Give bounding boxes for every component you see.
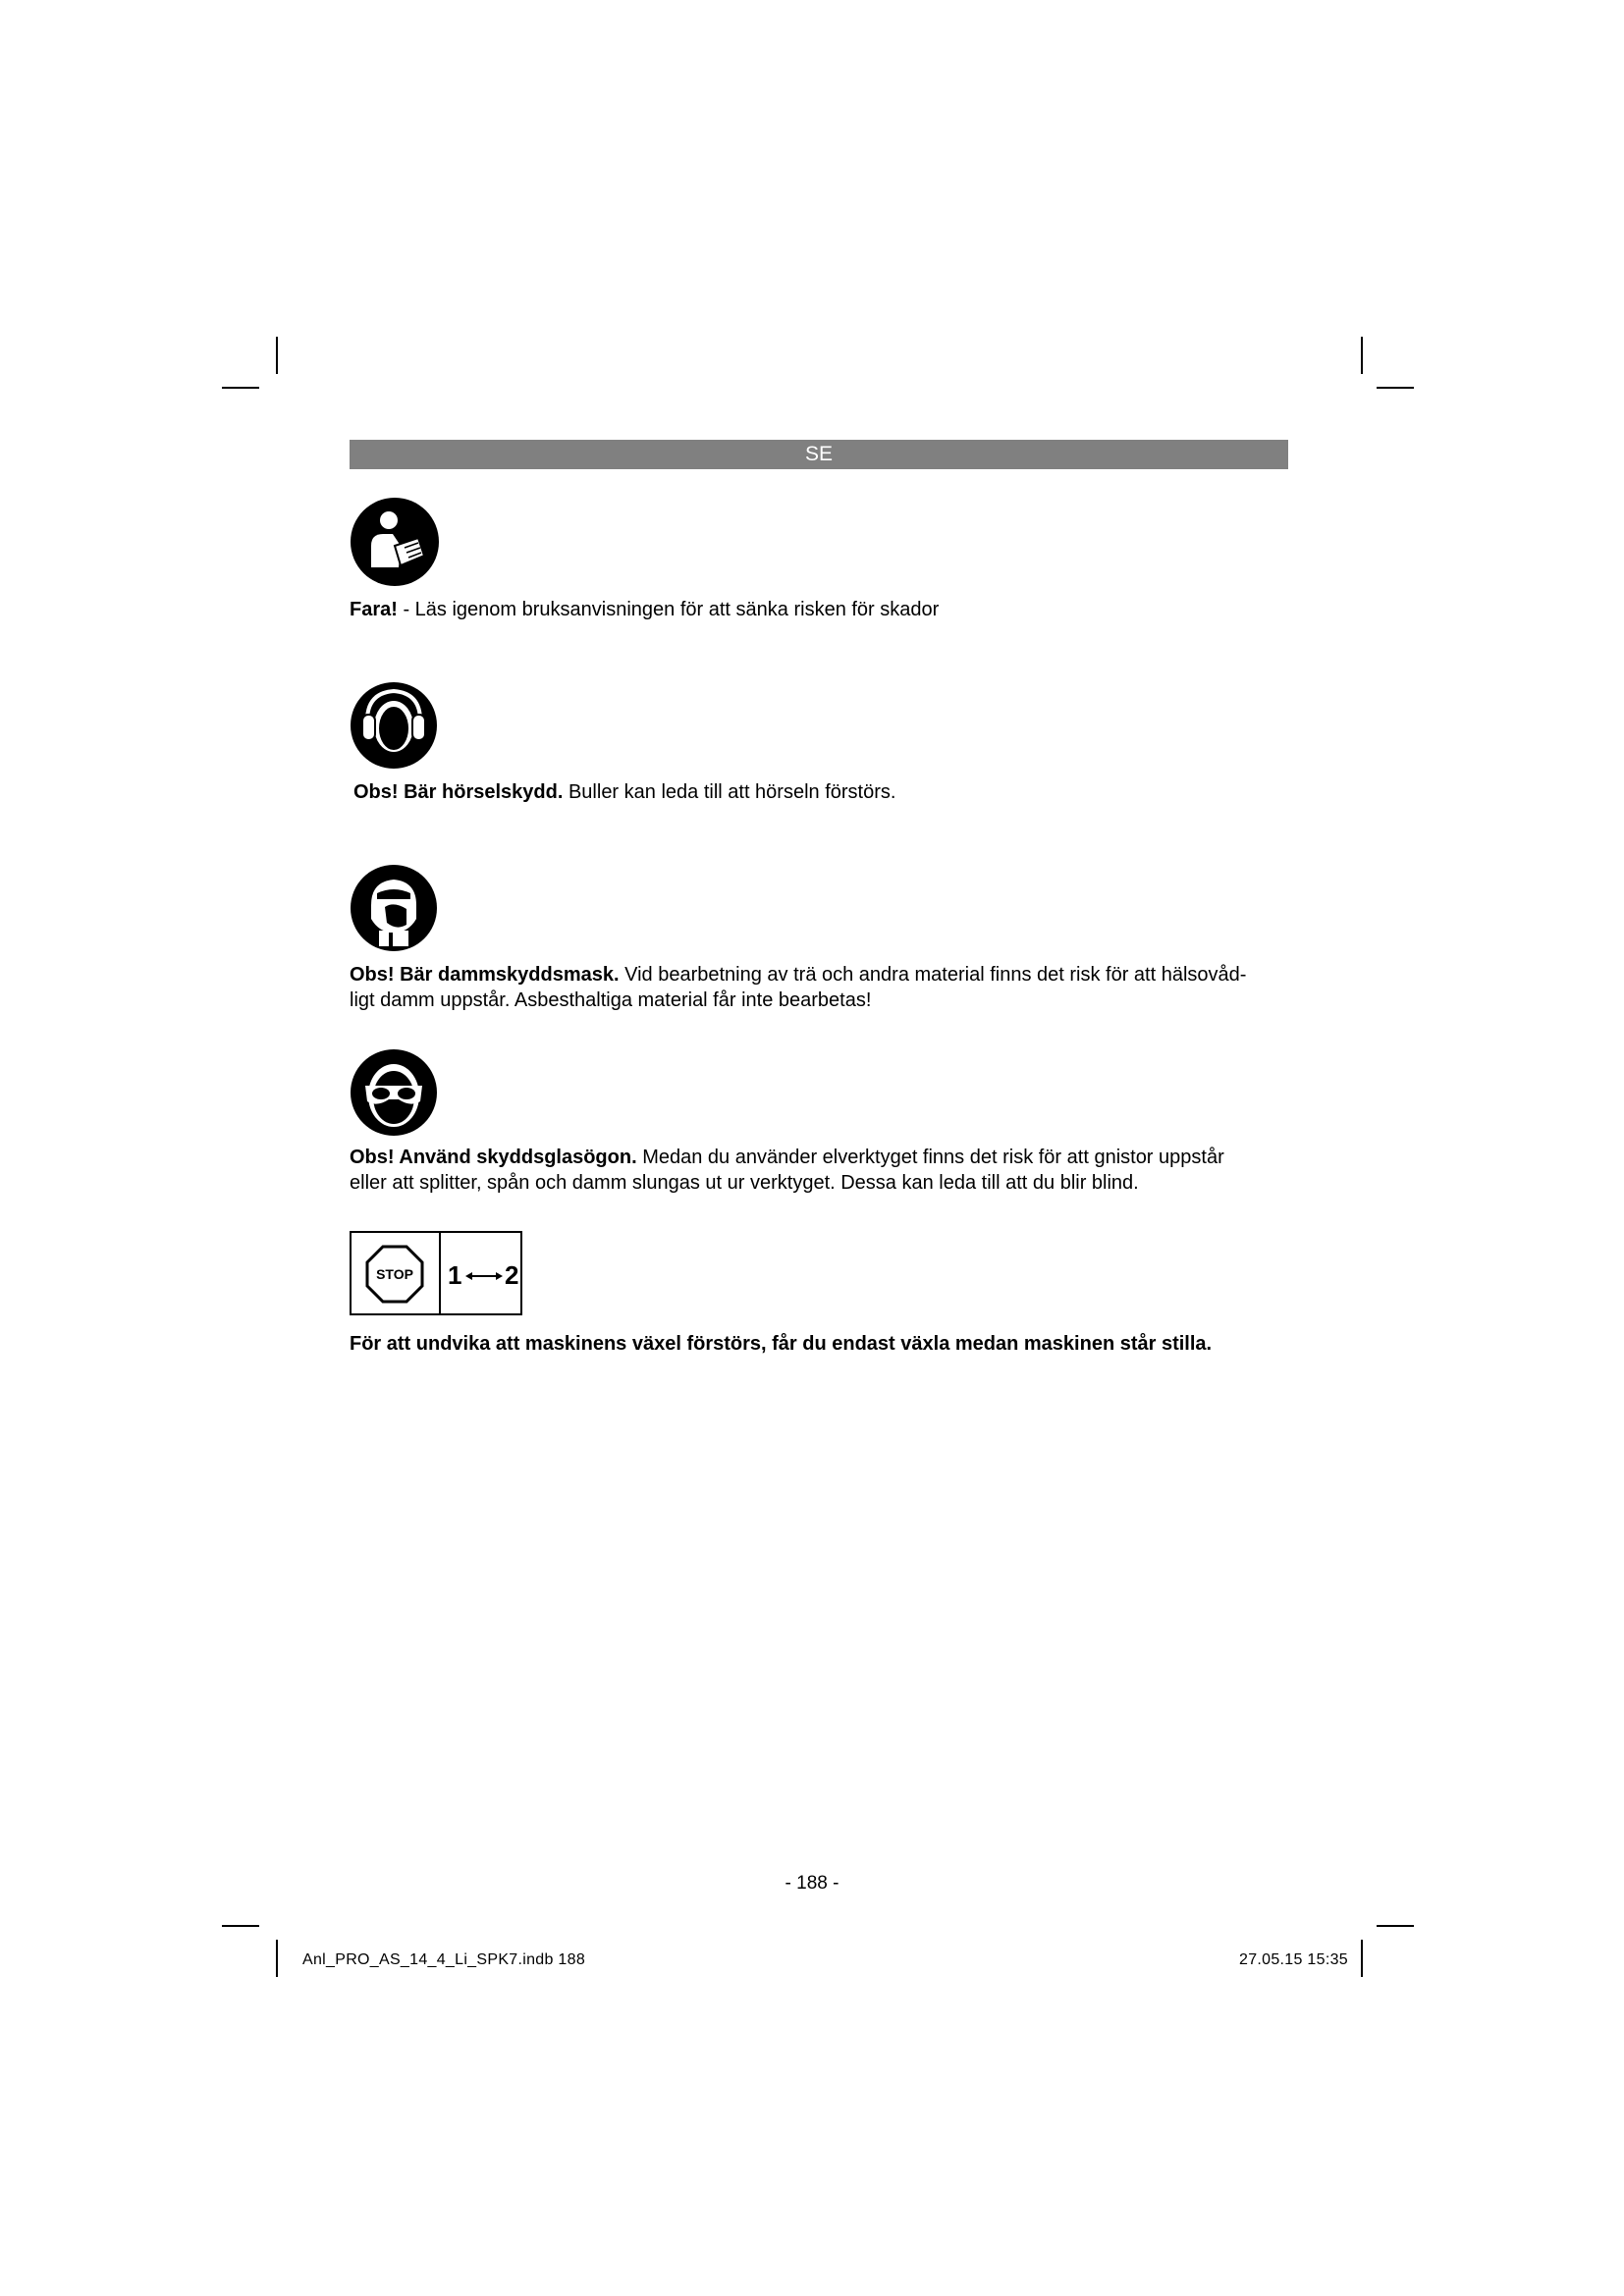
file-slug: Anl_PRO_AS_14_4_Li_SPK7.indb 188 [302,1951,586,1968]
warning-hearing-text [353,779,1296,805]
gear-change-icon [350,1231,522,1315]
warning-body: - Läs igenom bruksanvisningen för att sänka risken för skador [397,599,940,620]
read-manual-icon [350,497,440,587]
language-label: SE [804,443,833,465]
warning-title: Obs! Använd skyddsglasögon. [350,1147,637,1168]
warning-title: För att undvika att maskinens växel förstörs, får du endast växla medan maskinen står stilla. [350,1333,1213,1355]
crop-mark [222,387,259,389]
warning-body-line2: eller att splitter, spån och damm slungas ut ur verktyget. Dessa kan leda till att du blir blind. [350,1172,1139,1194]
stop-label: STOP [376,1266,413,1282]
gear-from: 1 [448,1260,462,1290]
language-header-bar [350,440,1288,469]
warning-body-line1: Vid bearbetning av trä och andra material finns det risk för att hälsovåd- [619,964,1247,986]
gear-to: 2 [505,1260,519,1290]
warning-title: Obs! Bär dammskyddsmask. [350,964,620,986]
crop-mark [222,1925,259,1927]
hearing-protection-icon [350,681,438,770]
gear-box-divider [439,1233,441,1313]
warning-dust-mask-text [350,962,1292,1013]
warning-body-line2: ligt damm uppstår. Asbesthaltiga material får inte bearbetas! [350,989,872,1011]
warning-read-manual-text [350,597,1292,622]
crop-mark [1361,1940,1363,1977]
warning-gear-text [350,1331,1292,1357]
crop-mark [1361,337,1363,374]
double-arrow-icon [465,1271,503,1281]
page-number: - 188 - [785,1873,839,1894]
stop-sign-icon [365,1245,424,1304]
print-timestamp: 27.05.15 15:35 [1239,1951,1348,1968]
crop-mark [1377,387,1414,389]
crop-mark [276,337,278,374]
safety-goggles-icon [350,1048,438,1137]
crop-mark [1377,1925,1414,1927]
dust-mask-icon [350,864,438,952]
warning-body: Buller kan leda till att hörseln förstörs. [563,781,896,803]
warning-title: Fara! [350,599,398,620]
warning-title: Obs! Bär hörselskydd. [353,781,564,803]
crop-mark [276,1940,278,1977]
warning-goggles-text [350,1145,1292,1196]
warning-body-line1: Medan du använder elverktyget finns det risk för att gnistor uppstår [636,1147,1224,1168]
gear-shift-indicator [448,1258,522,1292]
